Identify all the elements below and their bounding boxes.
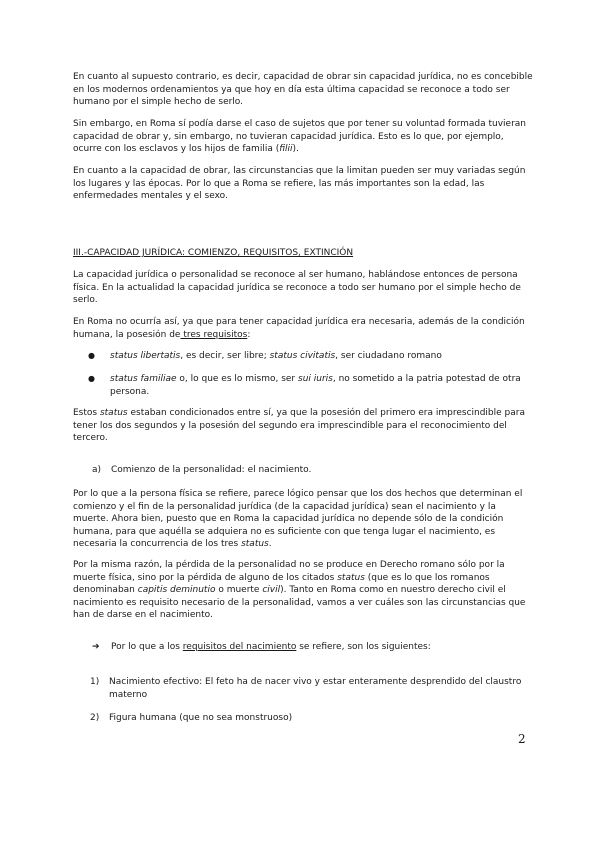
list-marker: 2) [90, 713, 100, 723]
requisitos-text [111, 641, 531, 654]
paragraph-text: Por lo que a la persona física se refiere, parece lógico pensar que los dos hechos que determinan el comienzo y el fin de la personalidad jurídica (de la capacidad jurídica) sean el nacimiento y la muerte. Ahora bien, puesto que en Roma la capacidad jurídica no depende sólo de la condición humana, para que aquélla se adquiera no es suficiente con que tenga lugar el nacimiento, es necesaria la concurrencia de los tres [73, 489, 523, 549]
paragraph-text: (que es lo que los romanos denominaban [73, 572, 490, 595]
paragraph-text: En Roma no ocurría así, ya que para tener capacidad jurídica era necesaria, además de la condición humana, la posesión de [73, 317, 525, 340]
paragraph-text: ). [292, 144, 299, 154]
underlined-term: tres requisitos [180, 329, 248, 340]
italic-term: status familiae [110, 374, 177, 384]
bullet-icon: ● [88, 351, 95, 360]
paragraph-text: Sin embargo, en Roma sí podía darse el caso de sujetos que por tener su voluntad formada tuvieran capacidad de obrar y, sin embargo, no tuvieran capacidad jurídica. Esto es lo que, por ejemplo, ocurre con los esclavos y los hijos de familia ( [73, 119, 526, 154]
paragraph-tres-requisitos [73, 316, 533, 341]
paragraph-roma-esclavos [73, 118, 533, 156]
paragraph-text: ). Tanto en Roma como en nuestro derecho civil el nacimiento es requisito necesario de la personalidad, vamos a ver cuáles son las circunstancias que han de darse en el nacimiento. [73, 585, 526, 620]
subsection-title: Comienzo de la personalidad: el nacimiento. [111, 465, 312, 475]
bullet-text-part: , ser ciudadano romano [335, 351, 442, 361]
bullet-text [110, 373, 530, 398]
list-marker: a) [92, 465, 102, 475]
section-heading: III.-CAPACIDAD JURÍDICA: COMIENZO, REQUISITOS, EXTINCIÓN [73, 248, 354, 258]
paragraph-text: . [268, 539, 272, 549]
numbered-item-text: Figura humana (que no sea monstruoso) [109, 713, 293, 723]
paragraph-status-condicionados [73, 407, 533, 445]
paragraph-persona-fisica: La capacidad jurídica o personalidad se reconoce al ser humano, hablándose entonces de persona física. En la actualidad la capacidad jurídica se reconoce a todo ser humano por el simple hecho de serlo. [73, 270, 521, 305]
italic-term: status [337, 572, 365, 583]
italic-term: status libertatis [110, 351, 181, 361]
bullet-text-part: , es decir, ser libre; [180, 351, 270, 361]
paragraph-capacidad-obrar: En cuanto al supuesto contrario, es decir, capacidad de obrar sin capacidad jurídica, no es concebible en los modernos ordenamientos ya que hoy en día esta última capacidad se reconoce a todo ser humano por el simple hecho de serlo. [73, 72, 533, 107]
italic-term: sui iuris [298, 374, 333, 384]
bullet-text [110, 350, 530, 363]
arrow-icon: ➔ [92, 642, 100, 652]
paragraph-text: Por la misma razón, la pérdida de la personalidad no se produce en Derecho romano sólo por la muerte física, sino por la pérdida de alguno de los citados [73, 560, 505, 583]
italic-term: filii [279, 144, 293, 154]
page-number: 2 [518, 732, 526, 746]
italic-term: status civitatis [269, 351, 336, 361]
italic-term: status [241, 539, 269, 549]
requisitos-text-part: Por lo que a los [111, 642, 183, 652]
paragraph-text: Estos [73, 408, 100, 418]
paragraph-circunstancias: En cuanto a la capacidad de obrar, las circunstancias que la limitan pueden ser muy variadas según los lugares y las épocas. Por lo que a Roma se refiere, las más importantes son la edad, las enfermedades mentales y el sexo. [73, 166, 526, 201]
paragraph-comienzo-fin [73, 488, 533, 551]
underlined-term: requisitos del nacimiento [182, 642, 297, 652]
paragraph-perdida-personalidad [73, 559, 533, 622]
requisitos-text-part: se refiere, son los siguientes: [296, 642, 431, 652]
italic-term: civil [262, 585, 281, 595]
paragraph-text: o muerte [215, 585, 263, 595]
paragraph-text: : [247, 329, 251, 340]
bullet-text-part: o, lo que es lo mismo, ser [176, 374, 298, 384]
italic-term: capitis deminutio [137, 585, 216, 595]
list-marker: 1) [90, 677, 100, 687]
numbered-item-text: Nacimiento efectivo: El feto ha de nacer vivo y estar enteramente desprendido del claustro materno [109, 677, 522, 700]
bullet-text-part: , no sometido a la patria potestad de otra persona. [110, 374, 521, 397]
bullet-icon: ● [88, 374, 95, 383]
italic-term: status [99, 408, 128, 418]
paragraph-text: estaban condicionados entre sí, ya que la posesión del primero era imprescindible para tener los dos segundos y la posesión del segundo era imprescindible para el reconocimiento del tercero. [73, 408, 525, 443]
